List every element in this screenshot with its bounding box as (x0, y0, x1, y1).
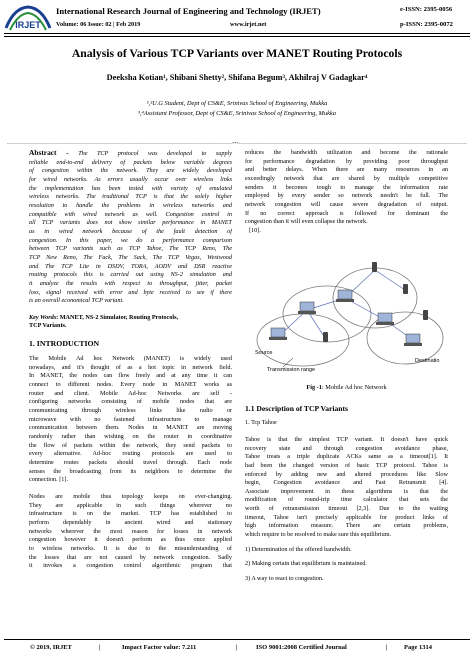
list-item: 2) Making certain that equilibrium is maintained. (245, 560, 367, 568)
footer-copyright: © 2019, IRJET (30, 644, 72, 651)
keywords-label: Key Words (29, 313, 57, 321)
laptop-icon (269, 328, 287, 340)
laptop-icon (376, 313, 394, 325)
body-line: Associate improvement in these algorithms is that the (245, 487, 448, 495)
phone-icon (423, 310, 428, 320)
footer-separator: | (386, 644, 388, 651)
body-line: begin, Congestion avoidance and Fast Retransmit [4]. (245, 479, 448, 487)
list-item: 1) Determination of the offered bandwidth. (245, 545, 352, 553)
body-line: and better delays. When there are many resources in an (245, 166, 448, 174)
body-line: worth of retransmission timeout [2,3]. Due to the waiting (245, 505, 448, 513)
body-line: reduces the bandwidth utilization and become the rationale (245, 149, 448, 156)
tahoe-paragraph (245, 436, 448, 540)
affiliation-1: ¹,²U.G Student, Dept of CS&E, Srinivas School of Engineering, Mukka (146, 100, 328, 107)
abstract-line: loss, signal received with error and byte received to see if there (29, 288, 232, 296)
abstract-line: Abstract - The TCP protocol was developed to supply (29, 149, 232, 157)
author-list: Deeksha Kotian¹, Shibani Shetty², Shifana Begum³, Akhilraj V Gadagkar⁴ (106, 73, 368, 82)
figure-caption: Fig -1: Mobile Ad hoc Network (306, 383, 387, 391)
body-line: Tahoe is that the simplest TCP variant. It doesn't have quick (245, 435, 448, 443)
body-line: senses the broadcasting from its neighbors to determine the (29, 467, 232, 475)
body-line: infrastructure is on the market. TCP has established to (29, 510, 232, 518)
wireless-links (279, 270, 413, 340)
keywords-line: Key Words: MANET, NS-2 Simulator, Routing Protocols, (29, 313, 179, 321)
right-column (245, 149, 448, 584)
body-line: determine routes packets should travel through. Each node (29, 459, 232, 466)
body-line: networks wherever the most reason for losses in network (29, 527, 232, 535)
abstract-line: is an overall economical TCP variant. (29, 297, 124, 305)
body-line: perform dependably in ancient wired and stationary (29, 518, 232, 526)
body-line: connect to different nodes. Every node in MANET works as (29, 381, 232, 389)
affiliation-2: ³,⁴Assistant Professor, Dept of CS&E, Srinivas School of Engineering, Mukka (138, 110, 336, 117)
laptop-icon (404, 334, 422, 346)
body-line: network congestion will cause severe degradation of output. (245, 200, 448, 208)
body-line: Nodes are mobile thus topology keeps on ever-changing. (29, 492, 232, 500)
phone-icon (323, 332, 328, 342)
body-line: Tahoe treats a triple duplicate ACKs same as a timeout[1]. It (245, 453, 448, 461)
body-line: which require to be resolved to make sure this equilibrium. (245, 531, 392, 539)
abstract-line: routing protocols this is carried out using NS-2 simulation and (29, 271, 232, 279)
range-label: Transmission range (267, 366, 316, 373)
paper-title: Analysis of Various TCP Variants over MANET Routing Protocols (71, 47, 403, 60)
abstract-line: of congestion within the network. They are widely developed (29, 167, 232, 175)
intro-continuation (245, 149, 448, 236)
body-line: it invokes a congestion control algorithmic program that (29, 562, 232, 570)
footer-page-number: Page 1314 (404, 644, 432, 651)
abstract-line: reliable end-to-end delivery of packets below variable degrees (29, 158, 232, 166)
laptop-icon (336, 290, 354, 302)
header-divider (4, 33, 470, 34)
body-line: The Mobile Ad hoc Network (MANET) is widely used (29, 355, 232, 363)
abstract-line: all TCP variants does not show similar performance in MANET (29, 219, 232, 227)
intro-paragraph-1 (29, 355, 232, 485)
keywords-line: TCP Variants. (29, 322, 67, 330)
body-line: the flow of packets within the network, they send packets to (29, 441, 232, 449)
footer-separator: | (236, 644, 238, 651)
figure-manet-diagram (245, 240, 448, 380)
body-line: modification of round-trip time calculator that sets the (245, 496, 448, 504)
p-issn: p-ISSN: 2395-0072 (400, 21, 453, 28)
abstract-line: the implementation has been tested with variety of emulated (29, 184, 232, 192)
volume-issue: Volume: 06 Issue: 02 | Feb 2019 (56, 21, 141, 28)
body-line: had been the changed version of basic TCP protocol. Tahoe is (245, 461, 448, 469)
intro-paragraph-2 (29, 493, 232, 571)
svg-text:IRJET: IRJET (15, 20, 41, 30)
abstract-line: for wired networks. As errors usually occur over wireless links (29, 175, 232, 183)
manet-diagram (245, 240, 448, 380)
footer-impact-factor: Impact Factor value: 7.211 (122, 644, 197, 651)
abstract-line: between TCP variants such as TCP Tahoe, The TCP Reno, The (29, 245, 232, 253)
irjet-logo (4, 4, 52, 34)
laptop-icon (298, 302, 316, 314)
footer-separator: | (99, 644, 101, 651)
abstract-label: Abstract - (29, 149, 69, 157)
keywords (29, 314, 232, 331)
body-line: They are applicable in such things wherever no (29, 501, 232, 509)
body-line: configuring networks consisting of mobile nodes that are (29, 398, 232, 406)
body-line: for performance degradation by providing poor throughput (245, 157, 448, 165)
abstract-line: and The TCP Lite in DSDV, TORA, AODV and DSR reactive (29, 262, 232, 270)
e-issn: e-ISSN: 2395-0056 (400, 6, 453, 13)
body-line: employed by every sender so network needn't be full. The (245, 192, 448, 200)
abstract-line: TCP New Reno, The Fack, The Sack, The TCP Vegas, Westwood (29, 253, 232, 261)
list-item: 3) A way to react to congestion. (245, 575, 324, 583)
body-line: microwave with no fastened infrastructure to manage (29, 415, 232, 423)
body-line: nowadays, and it's thought of as a hot topic in network field. (29, 363, 232, 371)
journal-name: International Research Journal of Engineering and Technology (IRJET) (56, 6, 321, 16)
source-label: Source (255, 349, 273, 356)
body-line: exceedingly network that are shared by multiple competitive (245, 174, 448, 182)
footer-iso: ISO 9001:2008 Certified Journal (256, 644, 347, 651)
body-line: recovery state and through congestion avoidance phase, (245, 444, 448, 452)
journal-url[interactable]: www.irjet.net (230, 21, 267, 28)
body-line: to wireless networks. It is due to the misunderstanding of (29, 544, 232, 552)
body-line: congestion however it doesn't perform as thus once applied (29, 536, 232, 544)
body-line: every alternative. Ad-hoc routing protocols are used to (29, 450, 232, 458)
body-line: communication between them. Nodes in MANET are moving (29, 424, 232, 432)
body-line: randomly rather than wishing on the router in coordinative (29, 433, 232, 441)
phone-icon (403, 284, 408, 294)
abstract-line: as in wired network because of the fault detection of (29, 227, 232, 235)
body-line: In MANET, the nodes can flow freely and at any time it can (29, 372, 232, 380)
body-line: connection. [1]. (29, 476, 69, 484)
footer-divider (4, 639, 470, 640)
abstract-line: congestion. In this paper, we do a performance comparison (29, 236, 232, 244)
abstract-line: wireless networks. The traditional TCP is that the solely higher (29, 193, 232, 201)
body-line: the losses that are not caused by network congestion. Sadly (29, 553, 232, 561)
body-line: If no correct approach is followed for dominant the (245, 209, 448, 217)
body-line: high information measure. There are certain problems, (245, 522, 448, 530)
abstract-line: compatible with wired network as well. Congestion control in (29, 210, 232, 218)
section-heading-introduction: 1. INTRODUCTION (29, 339, 100, 349)
body-line: router and client. Mobile Ad-hoc Networks are self - (29, 389, 232, 397)
phone-icon (372, 262, 377, 272)
subsection-tcp-tahoe: 1. Tcp Tahoe (245, 419, 277, 427)
body-line: congestion than it will even collapse the network. (245, 218, 368, 226)
section-separator: ---------------------------------------------------------------------------------------------------------------------------------------------------***----------------------------------------------------------------------------------------------------------------------------------------------------- (6, 141, 468, 146)
body-line: timeout, Tahoe isn't precisely applicable for product links of (245, 513, 448, 521)
body-line: senders it becomes tough to manage the information rate (245, 183, 448, 191)
abstract-line: resolution to handle the problems in wireless networks and (29, 201, 232, 209)
header-divider-2 (4, 36, 470, 37)
section-heading-tcp-variants: 1.1 Description of TCP Variants (245, 404, 349, 414)
abstract-line: it analyze the results with respect to throughput, jitter, packet (29, 279, 232, 287)
left-column (29, 149, 232, 571)
body-line: communicating through wireless links like radio or (29, 407, 232, 415)
body-line: enforced by adding new and altered procedures like Slow (245, 470, 448, 478)
reference-marker: [10]. (249, 226, 261, 234)
destination-label: Destinatio (415, 357, 440, 364)
abstract (29, 149, 232, 306)
